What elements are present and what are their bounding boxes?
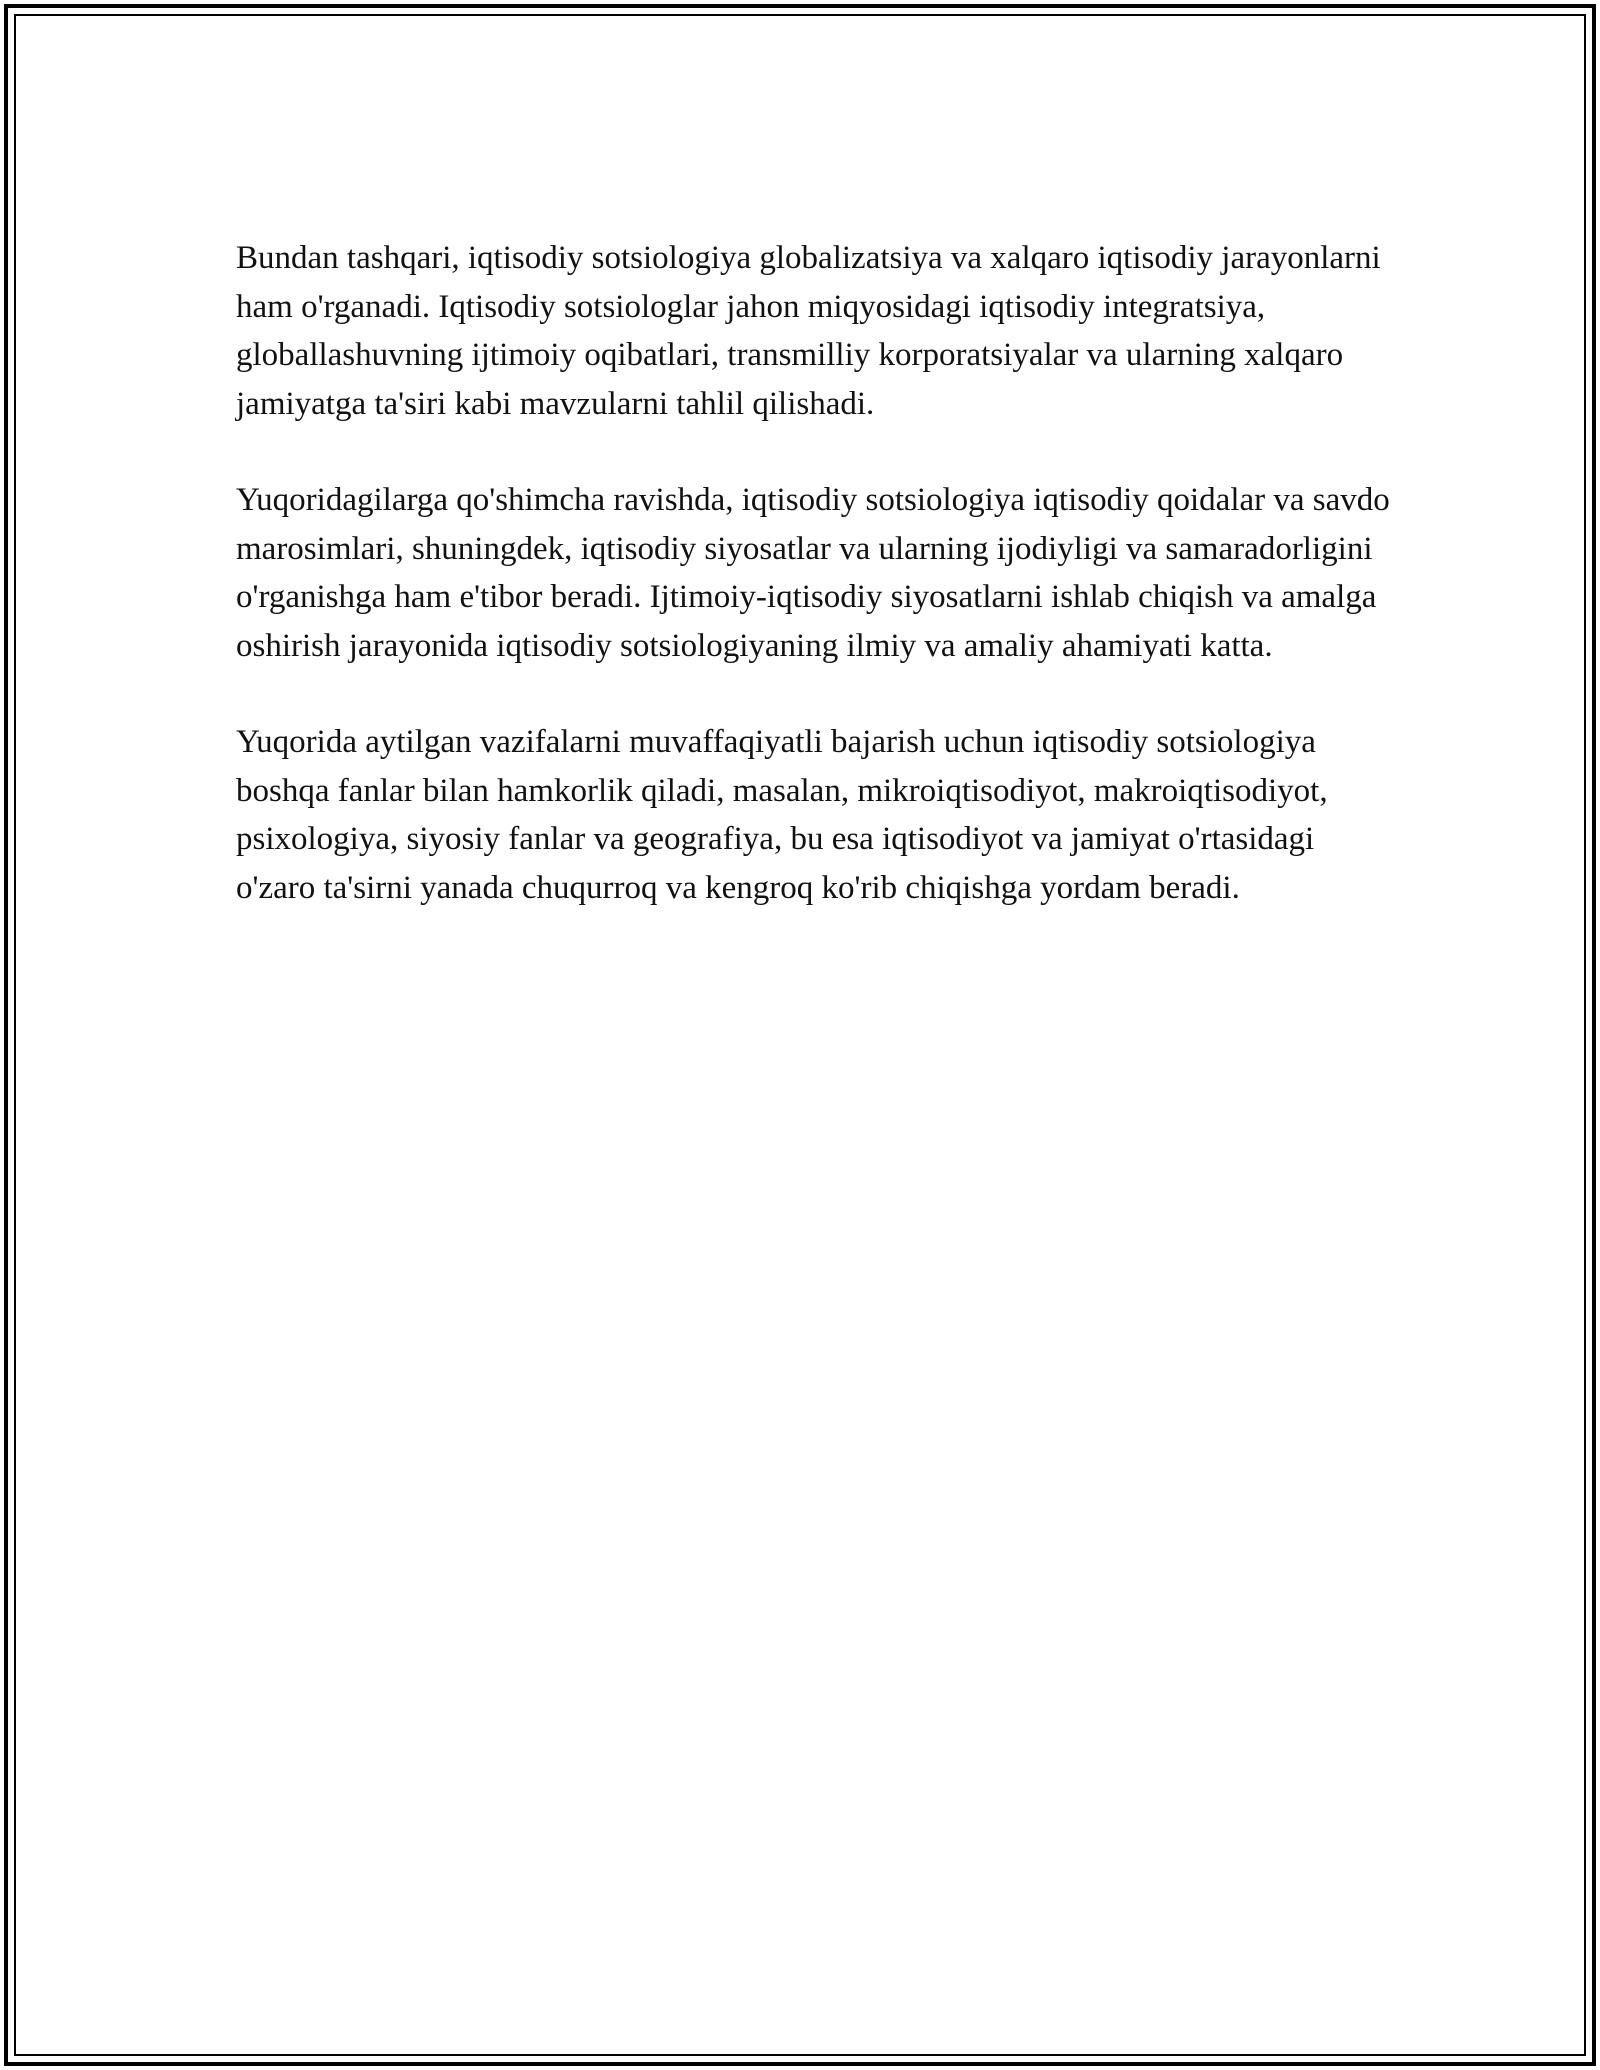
paragraph-3: Yuqorida aytilgan vazifalarni muvaffaqiyatli bajarish uchun iqtisodiy sotsiologiya boshqa fanlar bilan hamkorlik qiladi, masalan, mikroiqtisodiyot, makroiqtisodiyot, psixologiya, siyosiy fanlar va geografiya, bu esa iqtisodiyot va jamiyat o'rtasidagi o'zaro ta'sirni yanada chuqurroq va kengroq ko'rib chiqishga yordam beradi.	[236, 724, 1328, 906]
paragraph-2: Yuqoridagilarga qo'shimcha ravishda, iqtisodiy sotsiologiya iqtisodiy qoidalar va savdo marosimlari, shuningdek, iqtisodiy siyosatlar va ularning ijodiyligi va samaradorligini o'rganishga ham e'tibor beradi. Ijtimoiy-iqtisodiy siyosatlarni ishlab chiqish va amalga oshirish jarayonida iqtisodiy sotsiologiyaning ilmiy va amaliy ahamiyati katta.	[236, 482, 1390, 664]
paragraph-1: Bundan tashqari, iqtisodiy sotsiologiya globalizatsiya va xalqaro iqtisodiy jarayonlarni ham o'rganadi. Iqtisodiy sotsiologlar jahon miqyosidagi iqtisodiy integratsiya, globallashuvning ijtimoiy oqibatlari, transmilliy korporatsiyalar va ularning xalqaro jamiyatga ta'siri kabi mavzularni tahlil qilishadi.	[236, 240, 1381, 422]
document-body	[236, 234, 1396, 960]
